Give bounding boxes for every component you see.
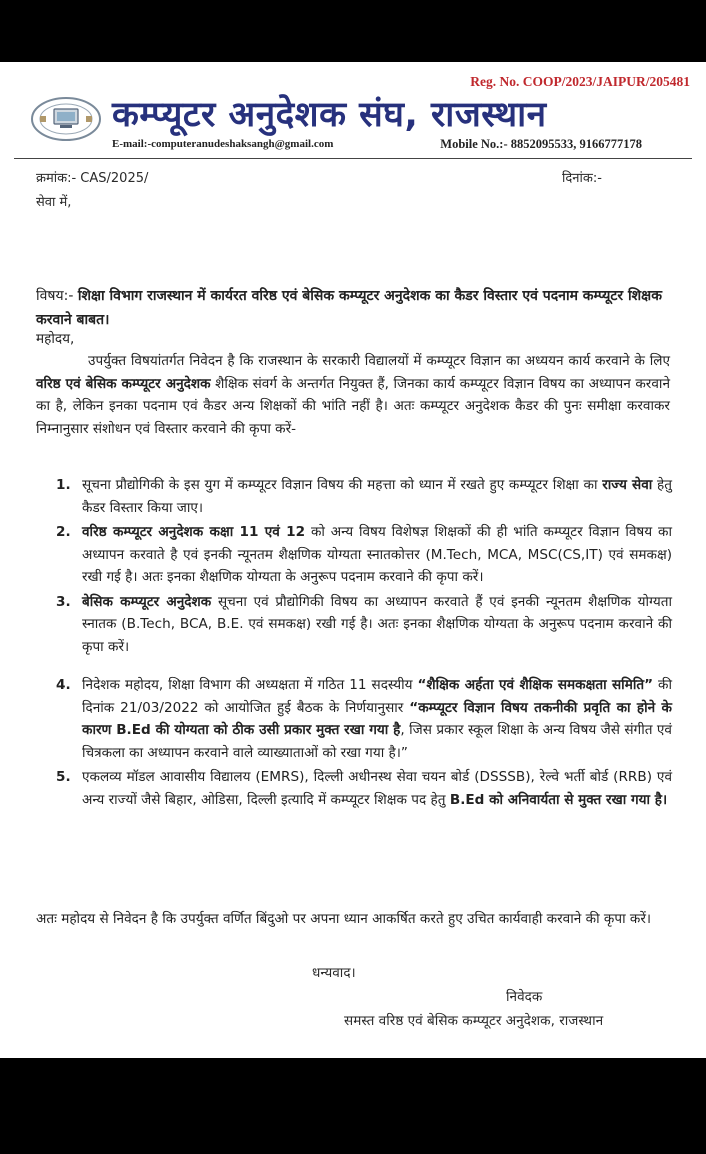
salutation: महोदय, — [36, 331, 75, 347]
intro-bold: वरिष्ठ एवं बेसिक कम्प्यूटर अनुदेशक — [36, 375, 211, 392]
organization-name: कम्प्यूटर अनुदेशक संघ, राजस्थान — [112, 95, 547, 135]
registration-number: Reg. No. COOP/2023/JAIPUR/205481 — [470, 74, 690, 89]
point-bold: B.Ed को अनिवार्यता से मुक्त रखा गया है। — [449, 791, 668, 808]
point-number: 2. — [56, 524, 71, 540]
subject-label: विषय:- — [36, 288, 74, 304]
request-points — [56, 474, 672, 813]
point-text: एकलव्य मॉडल आवासीय विद्यालय (EMRS), दिल्ली अधीनस्थ सेवा चयन बोर्ड (DSSSB), रेल्वे भर्ती बोर्ड (RRB) एवं अन्य राज्यों जैसे बिहार, ओडिसा, दिल्ली इत्यादि में कम्प्यूटर शिक्षक पद हेतु — [82, 769, 672, 808]
point-number: 1. — [56, 477, 71, 493]
organization-mobile: Mobile No.:- 8852095533, 9166777178 — [440, 137, 642, 151]
point-text: को अन्य विषय विशेषज्ञ शिक्षकों की ही भांति कम्प्यूटर विज्ञान विषय का अध्यापन करवाते है एवं इनकी न्यूनतम शैक्षणिक योग्यता स्नातकोत्तर (M.Tech, MCA, MSC(CS,IT) एवं समकक्ष) रखी गई है। अतः इनका शैक्षणिक योग्यता के अनुरूप पदनाम करवाने की कृपा करें। — [82, 524, 672, 585]
point-bold: बेसिक कम्प्यूटर अनुदेशक — [82, 593, 212, 610]
point-text: , जिस प्रकार स्कूल शिक्षा के अन्य विषय जैसे संगीत एवं चित्रकला का अध्यापन करवाने वाले व्याख्याताओं को रखा गया है।” — [82, 722, 672, 761]
addressee: सेवा में, — [36, 195, 72, 210]
subject-text: शिक्षा विभाग राजस्थान में कार्यरत वरिष्ठ एवं बेसिक कम्प्यूटर अनुदेशक का कैडर विस्तार एवं पदनाम कम्प्यूटर शिक्षक करवाने बाबत। — [36, 288, 662, 328]
point-number: 3. — [56, 593, 71, 610]
list-item — [56, 591, 672, 659]
point-text: सूचना प्रौद्योगिकी के इस युग में कम्प्यूटर विज्ञान विषय की महत्ता को ध्यान में रखते हुए कम्प्यूटर शिक्षा का — [82, 477, 603, 493]
point-bold: “शैक्षिक अर्हता एवं शैक्षिक समकक्षता समिति” — [417, 677, 654, 693]
point-text: की दिनांक 21/03/2022 को आयोजित हुई बैठक के निर्णयानुसार — [82, 677, 672, 716]
signature-line: समस्त वरिष्ठ एवं बेसिक कम्प्यूटर अनुदेशक, राजस्थान — [344, 1013, 604, 1029]
list-item — [56, 521, 672, 589]
point-text: हेतु कैडर विस्तार किया जाए। — [82, 477, 672, 516]
list-item — [56, 474, 672, 519]
point-text: सूचना एवं प्रौद्योगिकी विषय का अध्यापन करवाते हैं एवं इनकी न्यूनतम शैक्षणिक योग्यता स्नातक (B.Tech, BCA, B.E. एवं समकक्ष) रखी गई है। अतः इनका शैक्षणिक योग्यता के अनुरूप पदनाम करवाने की कृपा करें। — [82, 593, 672, 655]
intro-text-2: शैक्षिक संवर्ग के अन्तर्गत नियुक्त हैं, जिनका कार्य कम्प्यूटर विज्ञान विषय का अध्यापन करवाने का है, लेकिन इनका पदनाम एवं कैडर अन्य शिक्षकों की भांति नहीं है। अतः कम्प्यूटर अनुदेशक कैडर की पुनः समीक्षा करवाकर निम्नानुसार संशोधन एवं विस्तार करवाने की कृपा करें- — [36, 375, 670, 437]
point-bold: “कम्प्यूटर विज्ञान विषय तकनीकी प्रवृति का होने के कारण B.Ed की योग्यता को ठीक उसी प्रकार मुक्त रखा गया है — [82, 699, 672, 738]
thanks: धन्यवाद। — [312, 965, 356, 981]
intro-paragraph — [36, 350, 670, 440]
organization-email: E-mail:-computeranudeshaksangh@gmail.com — [112, 138, 334, 150]
applicant-label: निवेदक — [506, 989, 543, 1005]
point-bold: वरिष्ठ कम्प्यूटर अनुदेशक कक्षा 11 एवं 12 — [82, 524, 306, 540]
intro-text-1: उपर्युक्त विषयांतर्गत निवेदन है कि राजस्थान के सरकारी विद्यालयों में कम्प्यूटर विज्ञान का अध्ययन कार्य करवाने के लिए — [88, 353, 670, 369]
point-text: निदेशक महोदय, शिक्षा विभाग की अध्यक्षता में गठित 11 सदस्यीय — [82, 677, 418, 693]
association-seal-icon — [30, 96, 102, 142]
letter-date: दिनांक:- — [562, 171, 602, 186]
letter-subject — [36, 284, 676, 332]
point-number: 5. — [56, 769, 71, 785]
letter-page — [0, 62, 706, 1058]
point-bold: राज्य सेवा — [602, 477, 653, 493]
list-item — [56, 674, 672, 764]
closing-request: अतः महोदय से निवेदन है कि उपर्युक्त वर्णित बिंदुओ पर अपना ध्यान आकर्षित करते हुए उचित कार्यवाही करवाने की कृपा करें। — [36, 911, 652, 927]
reference-number: क्रमांक:- CAS/2025/ — [36, 171, 149, 186]
letterhead-divider — [14, 158, 692, 159]
list-item — [56, 766, 672, 811]
point-number: 4. — [56, 677, 71, 693]
